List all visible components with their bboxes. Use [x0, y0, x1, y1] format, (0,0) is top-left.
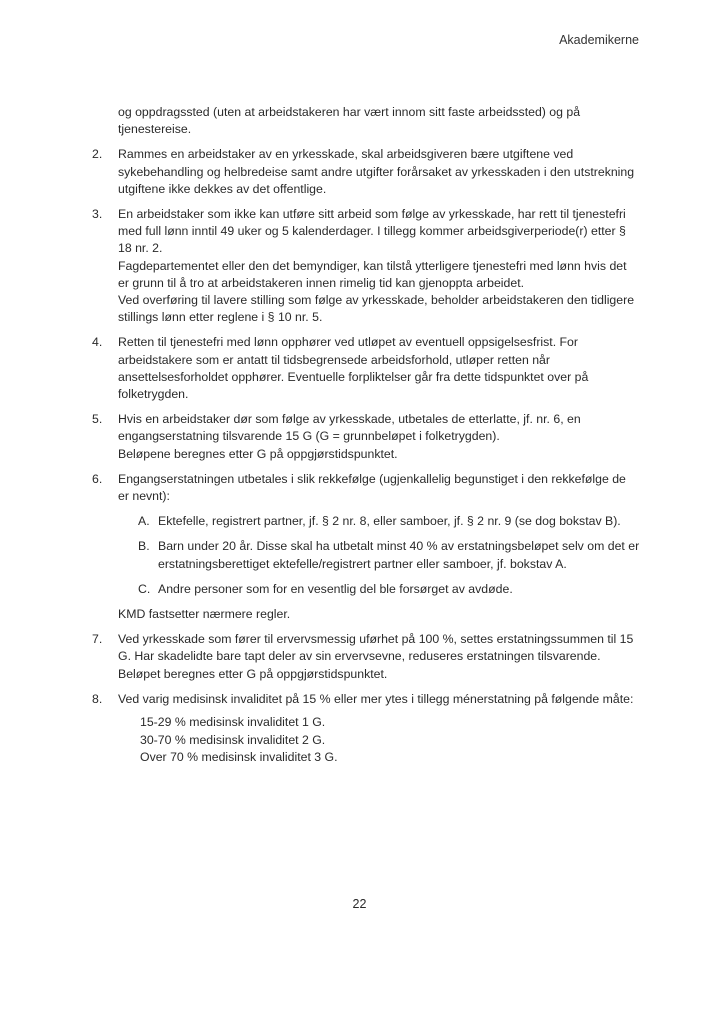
- letter-text: Andre personer som for en vesentlig del ble forsørget av avdøde.: [158, 581, 513, 596]
- beneficiary-item-b: [118, 538, 640, 572]
- item-paragraph: KMD fastsetter nærmere regler.: [118, 607, 291, 622]
- rate-line: 15-29 % medisinsk invaliditet 1 G.: [140, 715, 326, 730]
- rate-line: 30-70 % medisinsk invaliditet 2 G.: [140, 732, 326, 747]
- letter-text: Barn under 20 år. Disse skal ha utbetalt minst 40 % av erstatningsbeløpet selv om det er erstatningsberettiget ektefelle/registrert partner eller samboer, jf. bokstav A.: [158, 539, 640, 571]
- page-number: 22: [352, 897, 367, 911]
- document-body: [92, 104, 640, 775]
- item-paragraph: Engangserstatningen utbetales i slik rekkefølge (ugjenkallelig begunstiget i den rekkefølge de er nevnt):: [118, 471, 626, 504]
- item-paragraph: Beløpene beregnes etter G på oppgjørstidspunktet.: [118, 446, 398, 461]
- item-paragraph: Ved overføring til lavere stilling som følge av yrkesskade, beholder arbeidstakeren den tidligere stillings lønn etter reglene i § 10 nr. 5.: [118, 293, 635, 325]
- item-paragraph: En arbeidstaker som ikke kan utføre sitt arbeid som følge av yrkesskade, har rett til tjenestefri med full lønn inntil 49 uker og 5 kalenderdager. I tillegg kommer arbeidsgiverperiode(r) etter § 18 nr. 2.: [118, 207, 626, 256]
- item-paragraph: Rammes en arbeidstaker av en yrkesskade, skal arbeidsgiveren bære utgiftene ved sykebehandling og helbredeise samt andre utgifter forårsaket av yrkesskaden i den utstrekning utgiftene ikke dekkes av det offentlige.: [118, 147, 635, 196]
- item-number: 6.: [92, 471, 103, 486]
- list-item-7: [92, 631, 640, 683]
- item-paragraph: Ved yrkesskade som fører til ervervsmessig uførhet på 100 %, settes erstatningssummen til 15 G. Har skadelidte bare tapt deler av sin ervervsevne, reduseres erstatningen tilsvarende.: [118, 632, 634, 664]
- letter-label: B.: [138, 539, 150, 554]
- beneficiary-list: [118, 513, 640, 598]
- rate-line: Over 70 % medisinsk invaliditet 3 G.: [140, 750, 338, 765]
- item-paragraph: Hvis en arbeidstaker dør som følge av yrkesskade, utbetales de etterlatte, jf. nr. 6, en engangserstatning tilsvarende 15 G (G = grunnbeløpet i folketrygden).: [118, 412, 581, 444]
- list-item-3: [92, 206, 640, 326]
- list-item-4: [92, 334, 640, 403]
- beneficiary-item-c: [118, 581, 640, 598]
- letter-text: Ektefelle, registrert partner, jf. § 2 nr. 8, eller samboer, jf. § 2 nr. 9 (se dog bokstav B).: [158, 514, 621, 529]
- header-org: Akademikerne: [559, 33, 639, 47]
- item-number: 7.: [92, 632, 103, 647]
- item-paragraph: Retten til tjenestefri med lønn opphører ved utløpet av eventuell oppsigelsesfrist. For arbeidstakere som er antatt til tidsbegrensede arbeidsforhold, utløper retten når ansettelsesforholdet opphører. Eventuelle forpliktelser går fra dette tidspunktet over på folketrygden.: [118, 335, 589, 402]
- list-item-8: [92, 691, 640, 767]
- item-number: 4.: [92, 335, 103, 350]
- item-number: 5.: [92, 412, 103, 427]
- item-paragraph: Beløpet beregnes etter G på oppgjørstidspunktet.: [118, 666, 388, 681]
- letter-label: C.: [138, 581, 151, 596]
- list-item-6: [92, 471, 640, 623]
- list-item-5: [92, 411, 640, 463]
- invalidity-rates: [140, 714, 640, 767]
- list-item-2: [92, 146, 640, 198]
- item-number: 3.: [92, 207, 103, 222]
- item-paragraph: Fagdepartementet eller den det bemyndiger, kan tilstå ytterligere tjenestefri med lønn hvis det er grunn til å tro at arbeidstakeren innen rimelig tid kan gjenoppta arbeidet.: [118, 258, 627, 290]
- item-number: 2.: [92, 147, 103, 162]
- item-number: 8.: [92, 691, 103, 706]
- beneficiary-item-a: [118, 513, 640, 530]
- item-paragraph: Ved varig medisinsk invaliditet på 15 % eller mer ytes i tillegg ménerstatning på følgende måte:: [118, 691, 634, 706]
- intro-paragraph: og oppdragssted (uten at arbeidstakeren har vært innom sitt faste arbeidssted) og på tjenestereise.: [118, 105, 581, 137]
- letter-label: A.: [138, 514, 150, 529]
